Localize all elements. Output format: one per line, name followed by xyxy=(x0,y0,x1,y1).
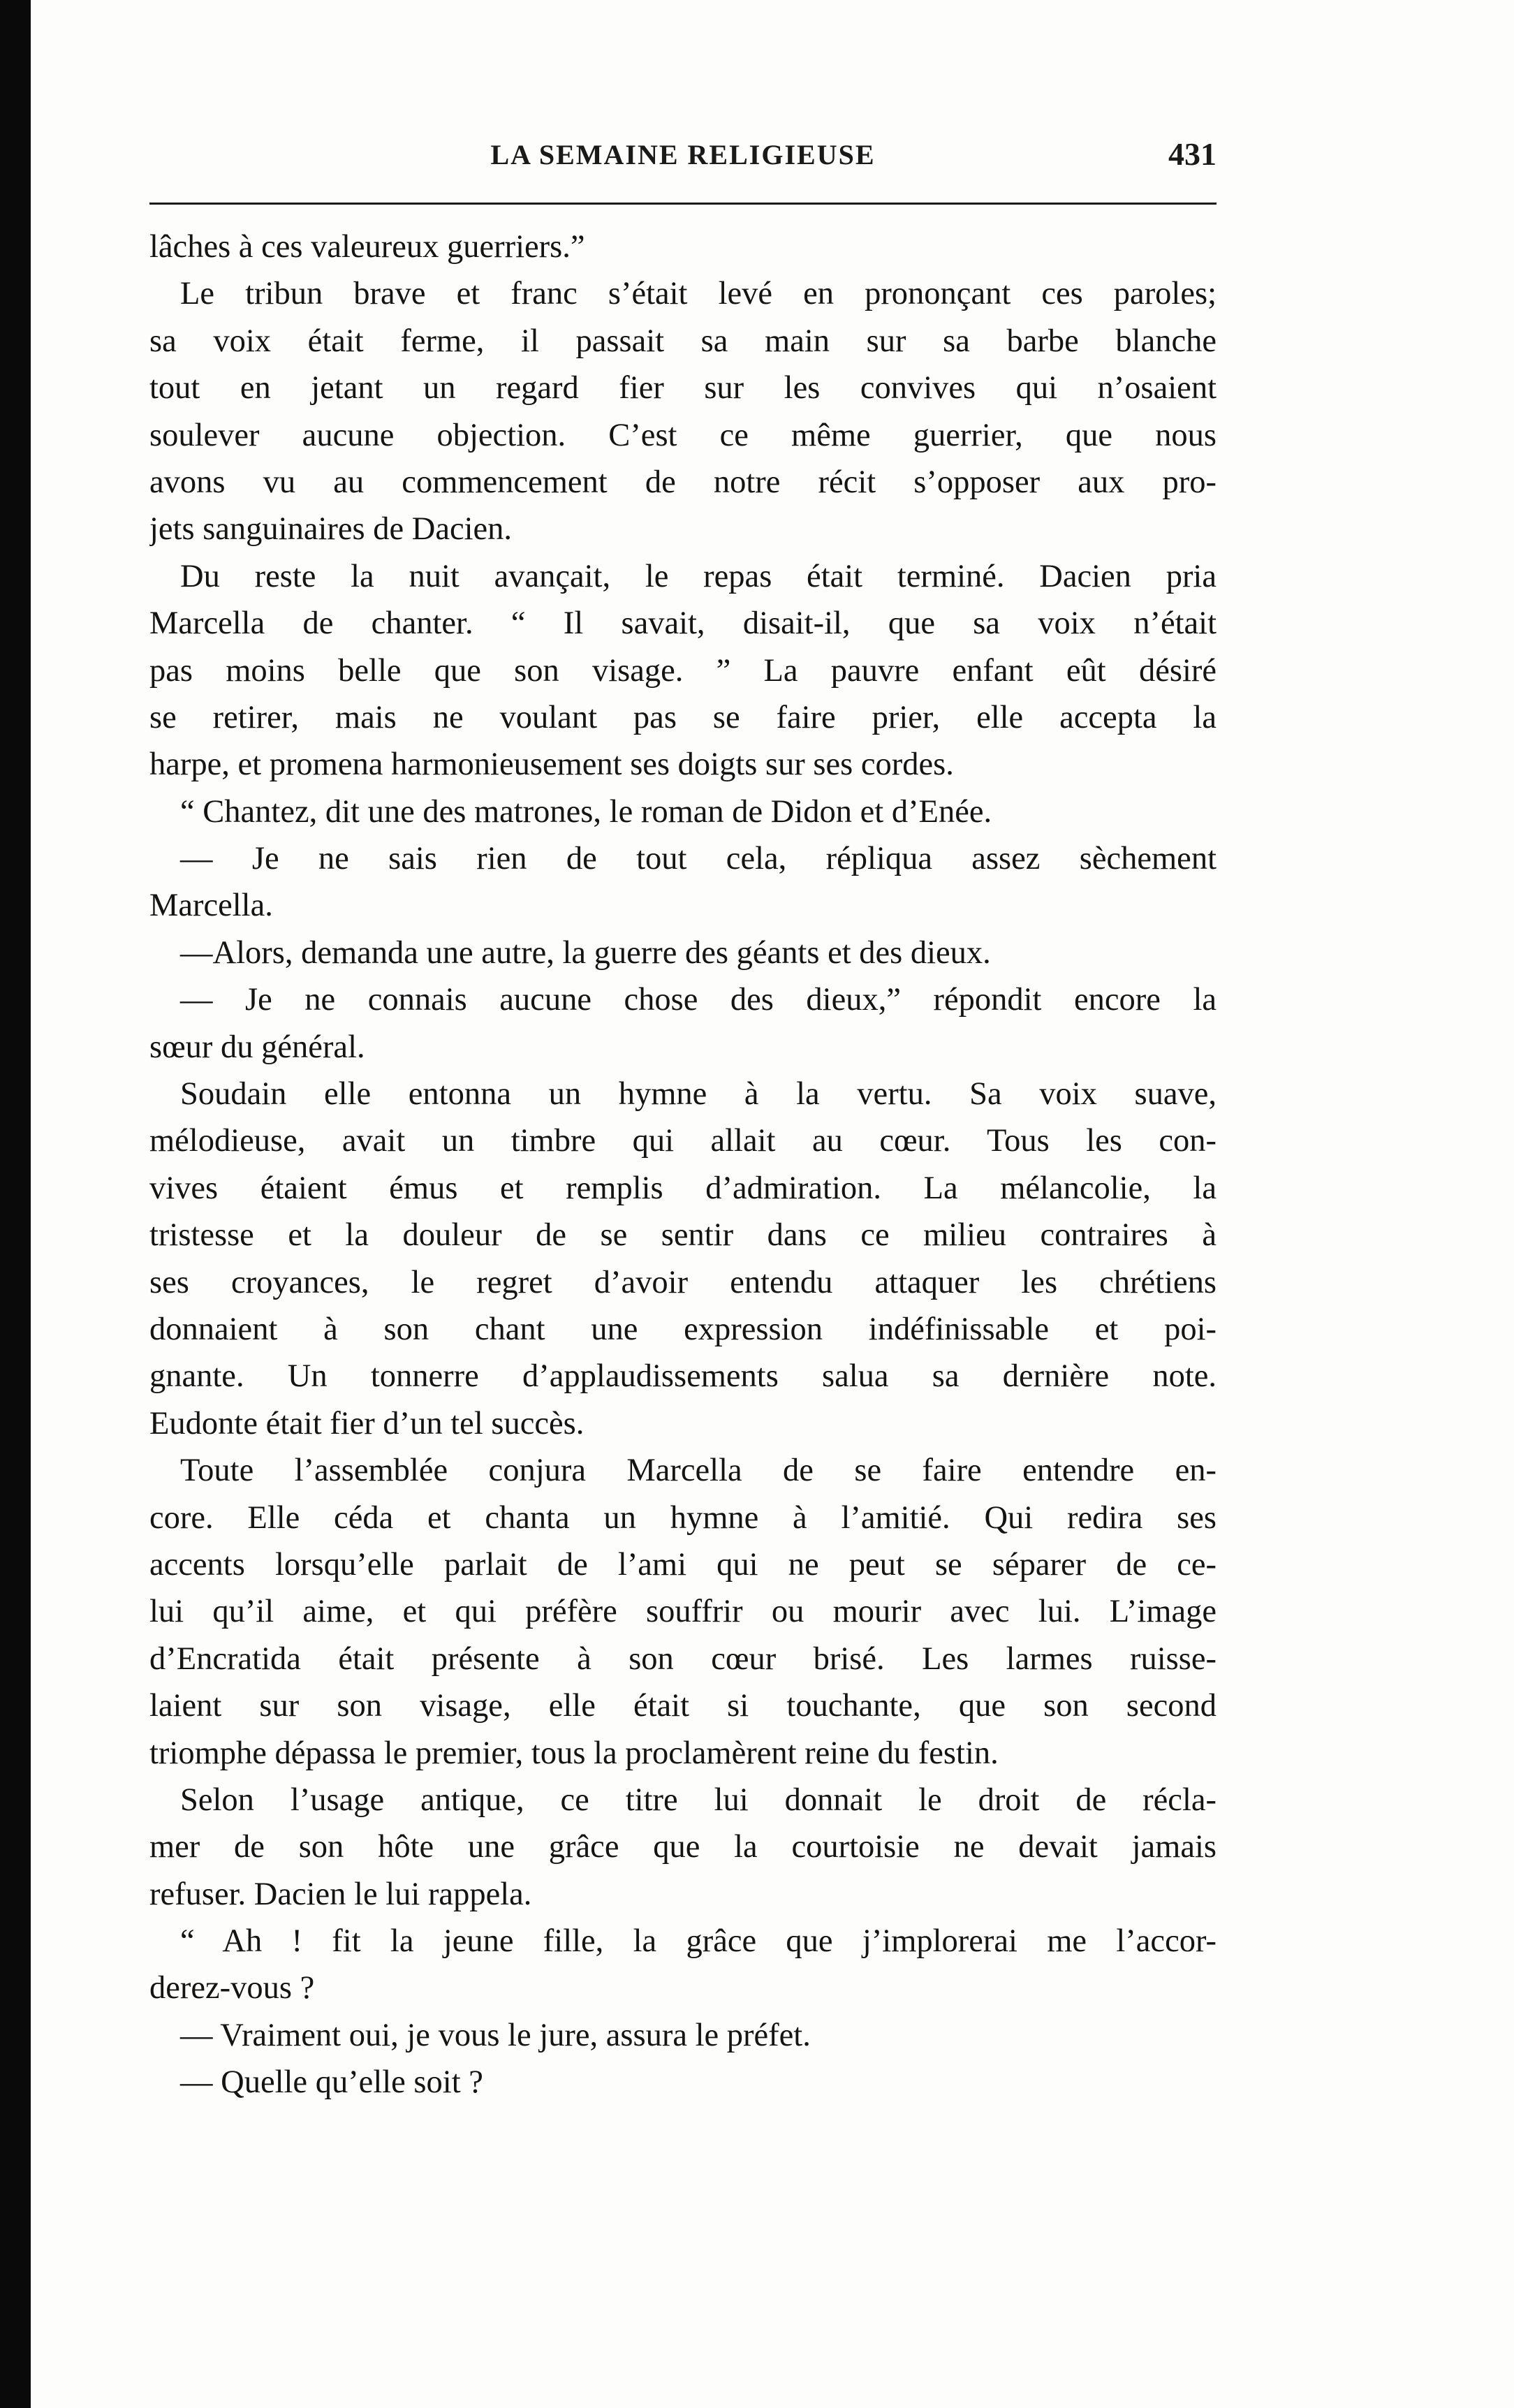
text-line: jets sanguinaires de Dacien. xyxy=(149,511,513,548)
text-line: lui qu’il aime, et qui préfère souffrir ou mourir avec lui. L’image xyxy=(149,1594,1217,1630)
text-line: — Je ne connais aucune chose des dieux,” répondit encore la xyxy=(180,982,1217,1018)
text-line: gnante. Un tonnerre d’applaudissements salua sa dernière note. xyxy=(149,1358,1217,1395)
text-line: accents lorsqu’elle parlait de l’ami qui ne peut se séparer de ce- xyxy=(149,1546,1217,1583)
text-line: Marcella de chanter. “ Il savait, disait-il, que sa voix n’était xyxy=(149,605,1217,642)
text-line: sa voix était ferme, il passait sa main sur sa barbe blanche xyxy=(149,323,1217,359)
text-line: derez-vous ? xyxy=(149,1970,315,2006)
text-line: core. Elle céda et chanta un hymne à l’amitié. Qui redira ses xyxy=(149,1499,1217,1536)
text-line: avons vu au commencement de notre récit s’opposer aux pro- xyxy=(149,464,1217,500)
text-line: d’Encratida était présente à son cœur brisé. Les larmes ruisse- xyxy=(149,1640,1217,1677)
text-line: laient sur son visage, elle était si touchante, que son second xyxy=(149,1688,1217,1724)
text-line: — Je ne sais rien de tout cela, répliqua assez sèchement xyxy=(180,841,1217,877)
text-line: triomphe dépassa le premier, tous la proclamèrent reine du festin. xyxy=(149,1735,999,1771)
text-line: — Quelle qu’elle soit ? xyxy=(180,2064,483,2101)
text-line: ses croyances, le regret d’avoir entendu attaquer les chrétiens xyxy=(149,1264,1217,1300)
running-head xyxy=(149,138,1217,187)
text-line: soulever aucune objection. C’est ce même guerrier, que nous xyxy=(149,417,1217,453)
body-text xyxy=(149,223,1217,2106)
text-line: — Vraiment oui, je vous le jure, assura le préfet. xyxy=(180,2017,811,2053)
text-line: Marcella. xyxy=(149,888,273,924)
text-line: Toute l’assemblée conjura Marcella de se faire entendre en- xyxy=(180,1453,1217,1489)
header-rule xyxy=(149,203,1217,205)
text-line: se retirer, mais ne voulant pas se faire prier, elle accepta la xyxy=(149,699,1217,735)
text-line: mer de son hôte une grâce que la courtoisie ne devait jamais xyxy=(149,1829,1217,1865)
text-line: Du reste la nuit avançait, le repas était terminé. Dacien pria xyxy=(180,558,1217,594)
page-number: 431 xyxy=(1168,136,1217,172)
text-line: refuser. Dacien le lui rappela. xyxy=(149,1876,532,1912)
text-line: Soudain elle entonna un hymne à la vertu. Sa voix suave, xyxy=(180,1076,1217,1113)
text-line: “ Chantez, dit une des matrones, le roman de Didon et d’Enée. xyxy=(180,793,992,830)
text-line: sœur du général. xyxy=(149,1029,365,1065)
running-title: LA SEMAINE RELIGIEUSE xyxy=(490,139,876,170)
text-line: harpe, et promena harmonieusement ses doigts sur ses cordes. xyxy=(149,747,954,783)
text-line: donnaient à son chant une expression indéfinissable et poi- xyxy=(149,1311,1217,1347)
text-line: lâches à ces valeureux guerriers.” xyxy=(149,229,585,265)
text-line: mélodieuse, avait un timbre qui allait au cœur. Tous les con- xyxy=(149,1123,1217,1159)
text-line: Eudonte était fier d’un tel succès. xyxy=(149,1405,585,1441)
text-line: tout en jetant un regard fier sur les convives qui n’osaient xyxy=(149,370,1217,406)
text-line: pas moins belle que son visage. ” La pauvre enfant eût désiré xyxy=(149,652,1217,689)
text-line: Selon l’usage antique, ce titre lui donnait le droit de récla- xyxy=(180,1782,1217,1818)
binding-edge xyxy=(0,0,31,2408)
text-line: tristesse et la douleur de se sentir dans ce milieu contraires à xyxy=(149,1217,1217,1254)
text-line: Le tribun brave et franc s’était levé en prononçant ces paroles; xyxy=(180,276,1217,312)
text-line: vives étaient émus et remplis d’admiration. La mélancolie, la xyxy=(149,1170,1217,1206)
text-line: —Alors, demanda une autre, la guerre des géants et des dieux. xyxy=(180,934,991,971)
text-line: “ Ah ! fit la jeune fille, la grâce que j’implorerai me l’accor- xyxy=(180,1923,1217,1960)
